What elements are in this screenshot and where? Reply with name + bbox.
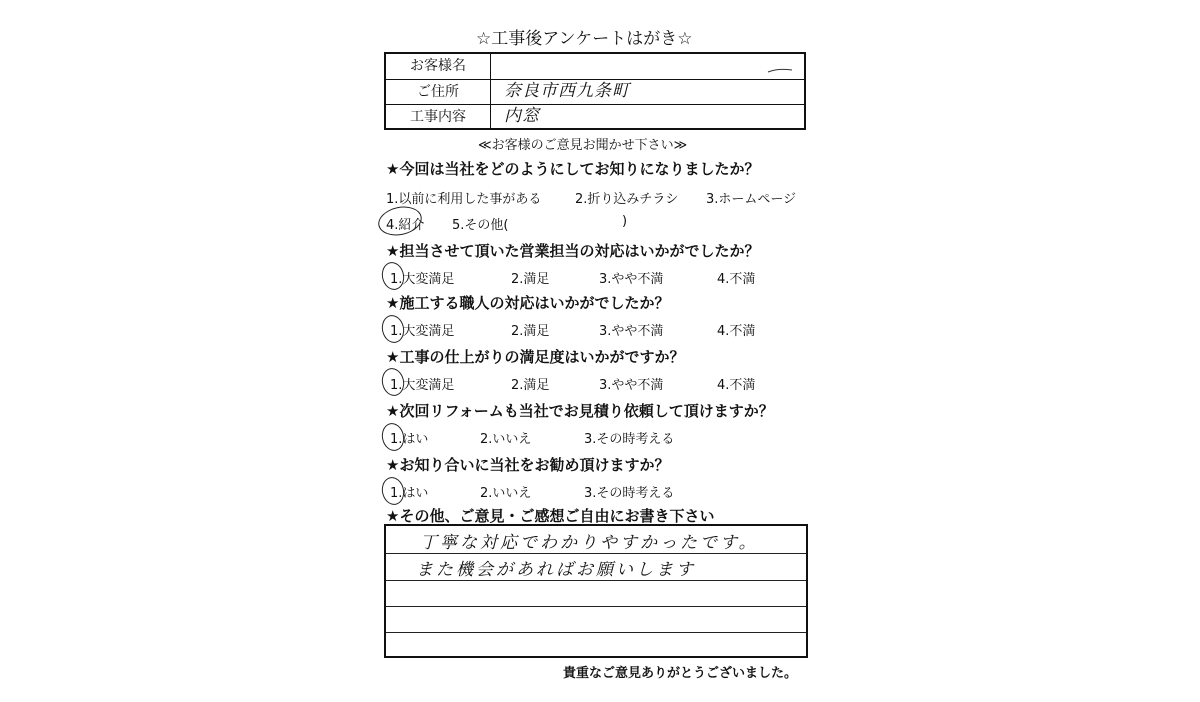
question-6: ★お知り合いに当社をお勧め頂けますか？ — [386, 456, 670, 474]
q1-option-5: 5.その他( — [452, 218, 509, 233]
selected-answer-circle — [379, 421, 406, 453]
work-label: 工事内容 — [386, 105, 491, 130]
ruled-line — [386, 553, 806, 554]
address-label: ご住所 — [386, 80, 491, 105]
q3-option-2: 2.満足 — [511, 324, 550, 339]
q2-option-4: 4.不満 — [717, 272, 756, 287]
survey-title: ☆工事後アンケートはがき☆ — [476, 29, 693, 49]
q6-option-1: 1.はい — [390, 486, 429, 501]
comment-line-2: また機会があればお願いします — [416, 560, 696, 580]
selected-answer-circle — [379, 366, 406, 398]
customer-name-row — [386, 54, 804, 79]
q3-option-4: 4.不満 — [717, 324, 756, 339]
q4-option-1: 1.大変満足 — [390, 378, 455, 393]
pen-mark-icon — [766, 54, 796, 78]
selected-answer-circle — [379, 313, 406, 345]
ruled-line — [386, 632, 806, 633]
q1-option-5-close: ) — [622, 214, 628, 229]
q1-option-1: 1.以前に利用した事がある — [386, 192, 542, 207]
customer-info-table — [384, 52, 806, 130]
q2-option-1: 1.大変満足 — [390, 272, 455, 287]
work-value: 内窓 — [504, 106, 540, 126]
comment-prompt: ★その他、ご意見・ご感想ご自由にお書き下さい — [386, 507, 715, 525]
q1-option-4: 4.紹介 — [386, 218, 425, 233]
customer-name-label: お客様名 — [386, 54, 491, 79]
question-2: ★担当させて頂いた営業担当の対応はいかがでしたか？ — [386, 242, 760, 260]
question-3: ★施工する職人の対応はいかがでしたか？ — [386, 294, 670, 312]
address-value: 奈良市西九条町 — [504, 81, 630, 101]
question-4: ★工事の仕上がりの満足度はいかがですか？ — [386, 348, 685, 366]
q1-option-3: 3.ホームページ — [706, 192, 797, 207]
thanks-message: 貴重なご意見ありがとうございました。 — [563, 666, 798, 681]
q6-option-3: 3.その時考える — [584, 486, 675, 501]
q4-option-4: 4.不満 — [717, 378, 756, 393]
q3-option-3: 3.やや不満 — [599, 324, 664, 339]
address-row — [386, 79, 804, 105]
q4-option-3: 3.やや不満 — [599, 378, 664, 393]
q5-option-3: 3.その時考える — [584, 432, 675, 447]
work-row — [386, 104, 804, 130]
survey-subtitle: ≪お客様のご意見お聞かせ下さい≫ — [478, 138, 688, 153]
q6-option-2: 2.いいえ — [480, 486, 532, 501]
q4-option-2: 2.満足 — [511, 378, 550, 393]
q2-option-3: 3.やや不満 — [599, 272, 664, 287]
q5-option-2: 2.いいえ — [480, 432, 532, 447]
q3-option-1: 1.大変満足 — [390, 324, 455, 339]
ruled-line — [386, 580, 806, 581]
q1-option-2: 2.折り込みチラシ — [575, 192, 679, 207]
selected-answer-circle — [376, 203, 425, 240]
question-5: ★次回リフォームも当社でお見積り依頼して頂けますか？ — [386, 402, 774, 420]
comment-box — [384, 524, 808, 658]
question-1: ★今回は当社をどのようにしてお知りになりましたか？ — [386, 160, 760, 178]
selected-answer-circle — [379, 475, 406, 507]
q5-option-1: 1.はい — [390, 432, 429, 447]
q2-option-2: 2.満足 — [511, 272, 550, 287]
comment-line-1: 丁寧な対応でわかりやすかったです。 — [420, 533, 759, 553]
selected-answer-circle — [379, 260, 406, 292]
ruled-line — [386, 606, 806, 607]
